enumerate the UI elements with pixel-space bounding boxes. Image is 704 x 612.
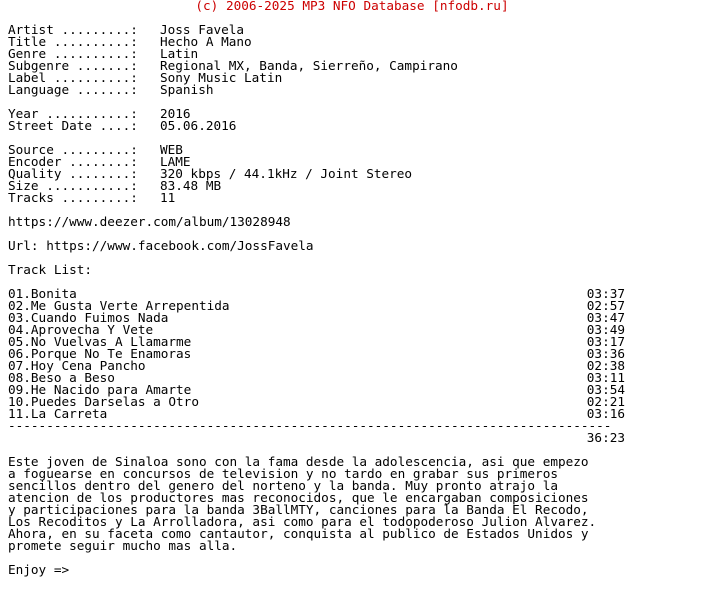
info-row <box>8 192 698 204</box>
info-row <box>8 84 698 96</box>
info-value: WEB <box>160 142 183 157</box>
track-title: 08.Beso a Beso <box>8 370 115 385</box>
info-label: Tracks .........: <box>8 190 138 205</box>
description-line: a foguearse en concursos de television y no tardo en grabar sus primeros <box>8 466 558 481</box>
info-label: Language .......: <box>8 82 138 97</box>
tracklist-heading: Track List: <box>8 262 93 277</box>
track-title: 02.Me Gusta Verte Arrepentida <box>8 298 230 313</box>
track-duration: 03:49 <box>586 322 625 337</box>
info-value: Spanish <box>160 82 214 97</box>
info-value: Hecho A Mano <box>160 34 252 49</box>
info-label: Title ..........: <box>8 34 138 49</box>
track-title: 06.Porque No Te Enamoras <box>8 346 192 361</box>
track-duration: 02:21 <box>586 394 625 409</box>
description-line: promete seguir mucho mas alla. <box>8 538 238 553</box>
site-copyright-header: (c) 2006-2025 MP3 NFO Database [nfodb.ru] <box>195 0 509 13</box>
info-value: Latin <box>160 46 199 61</box>
track-duration: 03:37 <box>586 286 625 301</box>
info-value: 05.06.2016 <box>160 118 237 133</box>
info-value: 320 kbps / 44.1kHz / Joint Stereo <box>160 166 413 181</box>
spacer <box>8 552 698 564</box>
description-line: sencillos dentro del genero del norteno y la banda. Muy pronto atrajo la <box>8 478 558 493</box>
info-value: 2016 <box>160 106 191 121</box>
info-value: LAME <box>160 154 191 169</box>
date-info-block <box>8 108 698 132</box>
info-value: Joss Favela <box>160 22 245 37</box>
info-label: Source .........: <box>8 142 138 157</box>
description-line: Los Recoditos y La Arrolladora, asi como para el todopoderoso Julion Alvarez. <box>8 514 597 529</box>
separator-rule: ------------------------------------------------------------------------------- <box>8 420 612 432</box>
info-label: Artist .........: <box>8 22 138 37</box>
info-value: Sony Music Latin <box>160 70 283 85</box>
track-duration: 03:11 <box>586 370 625 385</box>
track-duration: 03:17 <box>586 334 625 349</box>
track-title: 04.Aprovecha Y Vete <box>8 322 154 337</box>
technical-info-block <box>8 144 698 204</box>
track-title: 10.Puedes Darselas a Otro <box>8 394 199 409</box>
info-label: Street Date ....: <box>8 118 138 133</box>
info-label: Label ..........: <box>8 70 138 85</box>
track-duration: 03:54 <box>586 382 625 397</box>
description-line: y participaciones para la banda 3BallMTY, canciones para la Banda El Recodo, <box>8 502 589 517</box>
info-value: Regional MX, Banda, Sierreño, Campirano <box>160 58 458 73</box>
description-line: Este joven de Sinaloa sono con la fama desde la adolescencia, asi que empezo <box>8 454 589 469</box>
facebook-link: Url: https://www.facebook.com/JossFavela <box>8 238 314 253</box>
spacer <box>8 252 698 264</box>
track-title: 01.Bonita <box>8 286 77 301</box>
info-label: Size ...........: <box>8 178 138 193</box>
album-description <box>8 456 628 552</box>
track-title: 11.La Carreta <box>8 406 108 421</box>
total-duration: 36:23 <box>586 430 625 445</box>
track-title: 03.Cuando Fuimos Nada <box>8 310 169 325</box>
info-label: Year ...........: <box>8 106 138 121</box>
track-duration: 03:16 <box>586 406 625 421</box>
track-title: 07.Hoy Cena Pancho <box>8 358 146 373</box>
track-row <box>8 408 625 420</box>
track-duration: 03:47 <box>586 310 625 325</box>
info-label: Quality ........: <box>8 166 138 181</box>
info-label: Encoder ........: <box>8 154 138 169</box>
track-title: 05.No Vuelvas A Llamarme <box>8 334 192 349</box>
track-duration: 02:38 <box>586 358 625 373</box>
track-duration: 03:36 <box>586 346 625 361</box>
nfo-document <box>8 0 698 576</box>
info-value: 11 <box>160 190 176 205</box>
info-label: Genre ..........: <box>8 46 138 61</box>
info-value: 83.48 MB <box>160 178 222 193</box>
description-line: Ahora, en su faceta como cantautor, conquista al publico de Estados Unidos y <box>8 526 589 541</box>
deezer-link: https://www.deezer.com/album/13028948 <box>8 214 291 229</box>
footer-enjoy: Enjoy => <box>8 562 70 577</box>
info-row <box>8 120 698 132</box>
description-line: atencion de los productores mas reconocidos, que le encargaban composiciones <box>8 490 589 505</box>
info-label: Subgenre .......: <box>8 58 138 73</box>
release-info-block <box>8 24 698 96</box>
track-title: 09.He Nacido para Amarte <box>8 382 192 397</box>
track-duration: 02:57 <box>586 298 625 313</box>
track-list <box>8 288 698 420</box>
